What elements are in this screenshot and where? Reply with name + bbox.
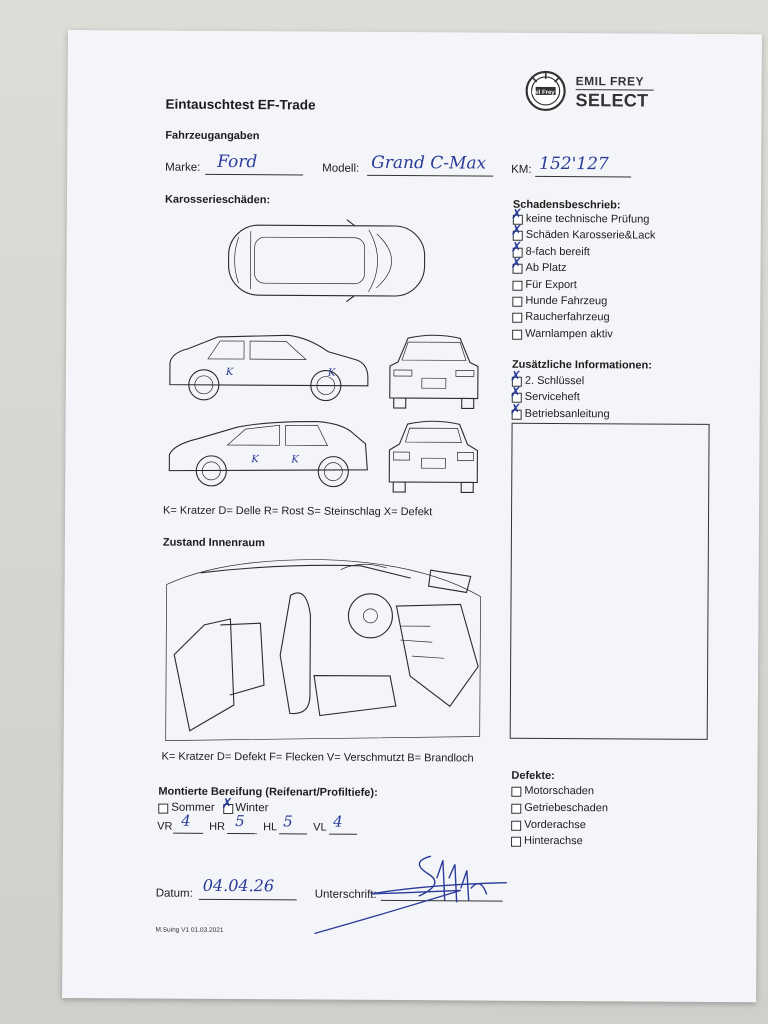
additional-info-title: Zusätzliche Informationen: bbox=[511, 358, 652, 372]
damage-item-label: Schäden Karosserie&Lack bbox=[525, 229, 656, 242]
car-top-view bbox=[228, 219, 424, 302]
km-label: KM: bbox=[511, 163, 532, 176]
body-damage-legend: K= Kratzer D= Delle R= Rost S= Steinschlag X= Defekt bbox=[163, 504, 433, 519]
logo-seal-text: Emil Frey bbox=[527, 89, 555, 96]
interior-legend: K= Kratzer D= Defekt F= Flecken V= Verschmutzt B= Brandloch bbox=[161, 750, 474, 765]
car-body-diagram bbox=[163, 211, 495, 501]
hl-value[interactable]: 5 bbox=[283, 812, 293, 831]
damage-item-checkmark-icon: ✗ bbox=[510, 206, 523, 223]
damage-item-label: Ab Platz bbox=[525, 261, 567, 275]
vr-label: VR bbox=[157, 820, 173, 833]
damage-item-label: Raucherfahrzeug bbox=[525, 311, 610, 324]
damage-item-checkbox[interactable] bbox=[512, 280, 522, 290]
damage-item-checkmark-icon: ✗ bbox=[510, 255, 523, 272]
body-damage-title: Karosserieschäden: bbox=[164, 193, 271, 207]
defects-title: Defekte: bbox=[511, 769, 555, 782]
defect-item-checkbox[interactable] bbox=[511, 820, 521, 830]
info-item-label: 2. Schlüssel bbox=[524, 374, 585, 388]
damage-item-label: Warnlampen aktiv bbox=[525, 327, 613, 341]
logo-text-bottom: SELECT bbox=[575, 90, 649, 111]
damage-item-label: 8-fach bereift bbox=[525, 245, 590, 258]
defect-item-label: Getriebeschaden bbox=[524, 801, 609, 815]
summer-label: Sommer bbox=[171, 801, 215, 814]
damage-item-checkbox[interactable] bbox=[512, 330, 522, 340]
signature-drawing[interactable] bbox=[310, 847, 531, 938]
vehicle-section-title: Fahrzeugangaben bbox=[165, 129, 260, 143]
car-interior-diagram bbox=[160, 555, 487, 753]
form-title: Eintauschtest EF-Trade bbox=[165, 96, 316, 113]
form-sheet bbox=[62, 30, 762, 1002]
info-item-checkmark-icon: ✗ bbox=[509, 401, 522, 418]
emil-frey-logo bbox=[523, 69, 663, 116]
defect-item-label: Vorderachse bbox=[524, 818, 586, 831]
damage-item-checkbox[interactable] bbox=[512, 313, 522, 323]
date-value[interactable]: 04.04.26 bbox=[202, 875, 275, 896]
car-side-view-1 bbox=[170, 335, 368, 401]
vl-value[interactable]: 4 bbox=[333, 812, 343, 831]
winter-checkmark-icon: ✗ bbox=[221, 795, 234, 813]
defect-item-checkbox[interactable] bbox=[511, 787, 521, 797]
damage-item-label: Hunde Fahrzeug bbox=[525, 294, 608, 308]
model-value[interactable]: Grand C-Max bbox=[371, 152, 487, 174]
form-version: M.Suing V1 01.03.2021 bbox=[155, 926, 224, 934]
damage-item-checkbox[interactable] bbox=[512, 297, 522, 307]
damage-item-checkmark-icon: ✗ bbox=[510, 223, 523, 240]
signature-label: Unterschrift: bbox=[314, 888, 377, 901]
damage-mark-k: K bbox=[225, 366, 234, 379]
vl-label: VL bbox=[313, 821, 327, 834]
notes-box[interactable] bbox=[510, 423, 710, 740]
make-label: Marke: bbox=[165, 161, 201, 174]
car-rear-view bbox=[389, 421, 477, 493]
damage-mark-k: K bbox=[327, 367, 336, 379]
logo-text-top: EMIL FREY bbox=[575, 74, 645, 89]
car-side-view-2 bbox=[169, 421, 367, 487]
km-value[interactable]: 152'127 bbox=[539, 153, 609, 175]
tires-title: Montierte Bereifung (Reifenart/Profiltiefe): bbox=[158, 785, 378, 799]
model-label: Modell: bbox=[322, 162, 360, 175]
info-item-checkmark-icon: ✗ bbox=[509, 368, 522, 385]
defect-item-label: Motorschaden bbox=[524, 784, 595, 798]
defect-item-checkbox[interactable] bbox=[511, 837, 521, 847]
hl-label: HL bbox=[263, 821, 278, 834]
damage-mark-k: K bbox=[291, 454, 299, 466]
car-front-view bbox=[390, 335, 478, 409]
info-item-checkmark-icon: ✗ bbox=[509, 385, 522, 402]
make-value[interactable]: Ford bbox=[217, 151, 258, 173]
info-item-label: Betriebsanleitung bbox=[524, 407, 610, 421]
vr-value[interactable]: 4 bbox=[181, 811, 191, 830]
winter-label: Winter bbox=[235, 802, 269, 815]
damage-description-title: Schadensbeschrieb: bbox=[512, 198, 621, 212]
date-label: Datum: bbox=[155, 887, 193, 900]
damage-mark-k: K bbox=[251, 454, 259, 466]
defect-item-checkbox[interactable] bbox=[511, 804, 521, 814]
damage-item-label: Für Export bbox=[525, 278, 577, 291]
info-item-label: Serviceheft bbox=[524, 391, 580, 404]
defect-item-label: Hinterachse bbox=[524, 835, 583, 848]
summer-checkbox[interactable] bbox=[158, 804, 168, 814]
interior-title: Zustand Innenraum bbox=[162, 536, 265, 550]
damage-item-label: keine technische Prüfung bbox=[525, 212, 650, 226]
hr-value[interactable]: 5 bbox=[235, 812, 245, 831]
damage-item-checkmark-icon: ✗ bbox=[510, 239, 523, 256]
hr-label: HR bbox=[209, 820, 226, 833]
